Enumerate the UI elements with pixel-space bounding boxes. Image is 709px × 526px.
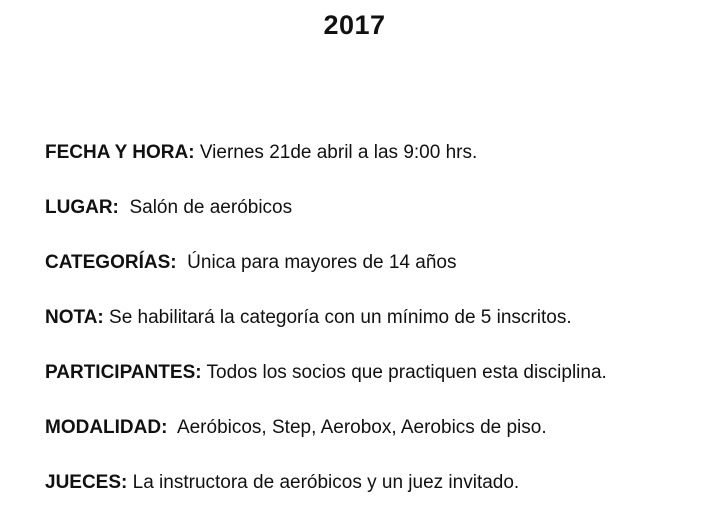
- info-row-lugar: [45, 196, 695, 251]
- info-label: FECHA Y HORA:: [45, 142, 195, 163]
- info-label: NOTA:: [45, 307, 104, 328]
- info-label: CATEGORÍAS:: [45, 252, 177, 273]
- info-row-categorias: [45, 251, 695, 306]
- info-row-fecha-hora: [45, 141, 695, 196]
- event-info-list: [45, 141, 695, 526]
- info-value: Todos los socios que practiquen esta disciplina.: [201, 362, 607, 383]
- info-label: PARTICIPANTES:: [45, 362, 202, 383]
- info-label: JUECES:: [45, 472, 128, 493]
- info-value: Viernes 21de abril a las 9:00 hrs.: [194, 142, 478, 163]
- info-value: Se habilitará la categoría con un mínimo de 5 inscritos.: [103, 307, 572, 328]
- info-value: Única para mayores de 14 años: [176, 252, 457, 273]
- info-row-jueces: [45, 471, 695, 526]
- info-label: MODALIDAD:: [45, 417, 168, 438]
- info-row-participantes: [45, 361, 695, 416]
- info-value: Aeróbicos, Step, Aerobox, Aerobics de piso.: [167, 417, 547, 438]
- info-value: Salón de aeróbicos: [118, 197, 293, 218]
- info-row-nota: [45, 306, 695, 361]
- info-value: La instructora de aeróbicos y un juez invitado.: [127, 472, 520, 493]
- info-label: LUGAR:: [45, 197, 119, 218]
- page-title: 2017: [323, 10, 386, 40]
- info-row-modalidad: [45, 416, 695, 471]
